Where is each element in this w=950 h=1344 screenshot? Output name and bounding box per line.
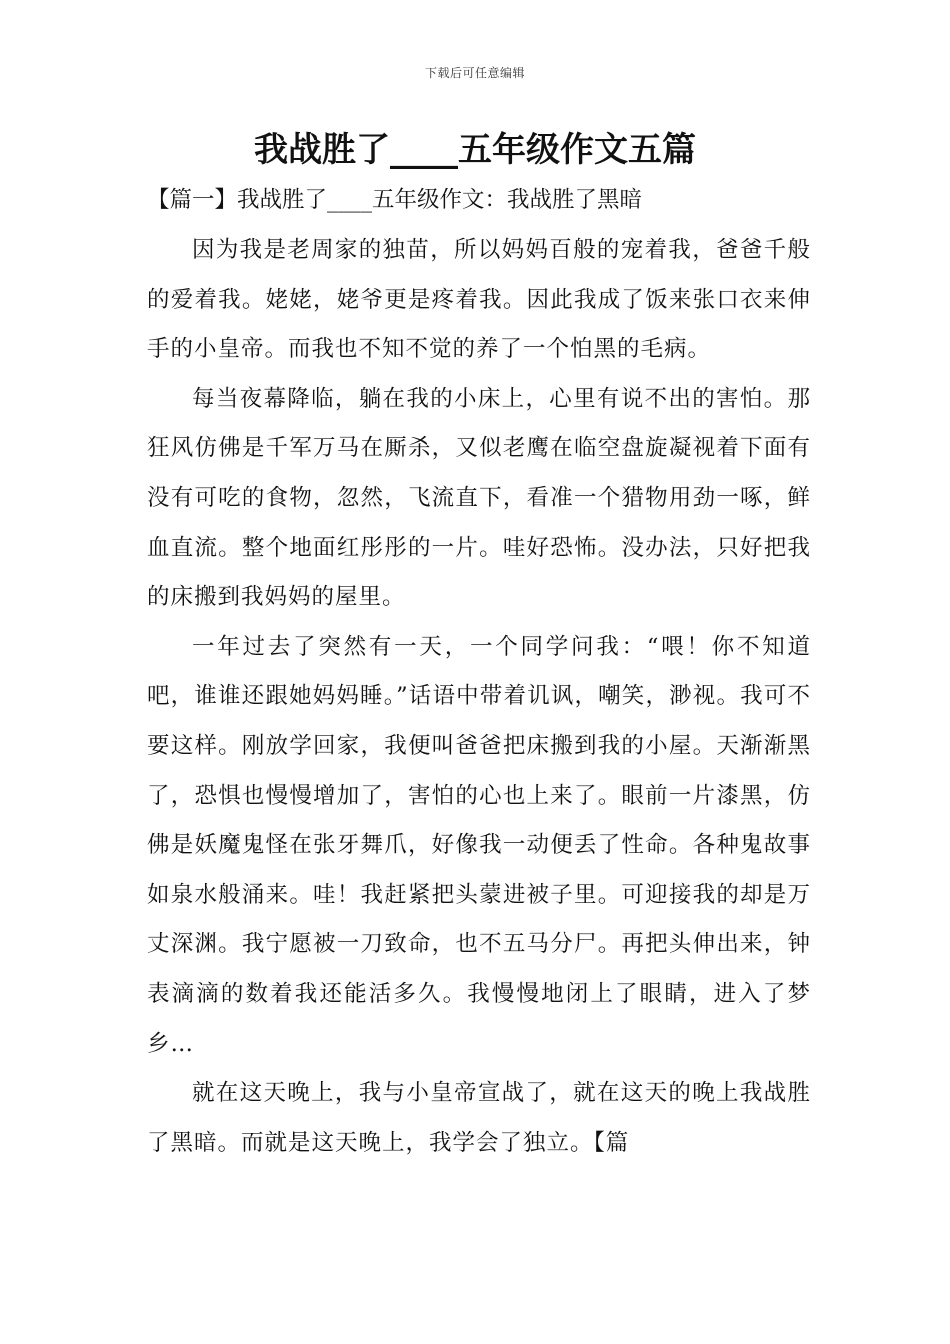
paragraph-1: 因为我是老周家的独苗，所以妈妈百般的宠着我，爸爸千般的爱着我。姥姥，姥爷更是疼着我。因此我成了饭来张口衣来伸手的小皇帝。而我也不知不觉的养了一个怕黑的毛病。 [147, 237, 811, 363]
essay-body [147, 226, 811, 1168]
document-title: 我战胜了____五年级作文五篇 [254, 130, 696, 170]
header-note: 下载后可任意编辑 [424, 66, 525, 80]
paragraph-2: 每当夜幕降临，躺在我的小床上，心里有说不出的害怕。那狂风仿佛是千军万马在厮杀，又似老鹰在临空盘旋凝视着下面有没有可吃的食物，忽然，飞流直下，看准一个猎物用劲一啄，鲜血直流。整个地面红彤彤的一片。哇好恐怖。没办法，只好把我的床搬到我妈妈的屋里。 [147, 385, 811, 611]
paragraph-3: 一年过去了突然有一天，一个同学问我：“喂！你不知道吧，谁谁还跟她妈妈睡。”话语中带着讥讽，嘲笑，渺视。我可不要这样。刚放学回家，我便叫爸爸把床搬到我的小屋。天渐渐黑了，恐惧也慢慢增加了，害怕的心也上来了。眼前一片漆黑，仿佛是妖魔鬼怪在张牙舞爪，好像我一动便丢了性命。各种鬼故事如泉水般涌来。哇！我赶紧把头蒙进被子里。可迎接我的却是万丈深渊。我宁愿被一刀致命，也不五马分尸。再把头伸出来，钟表滴滴的数着我还能活多久。我慢慢地闭上了眼睛，进入了梦乡… [147, 633, 811, 1057]
section-heading: 【篇一】我战胜了____五年级作文：我战胜了黑暗 [147, 187, 643, 213]
paragraph-4: 就在这天晚上，我与小皇帝宣战了，就在这天的晚上我战胜了黑暗。而就是这天晚上，我学会了独立。【篇 [147, 1080, 811, 1156]
